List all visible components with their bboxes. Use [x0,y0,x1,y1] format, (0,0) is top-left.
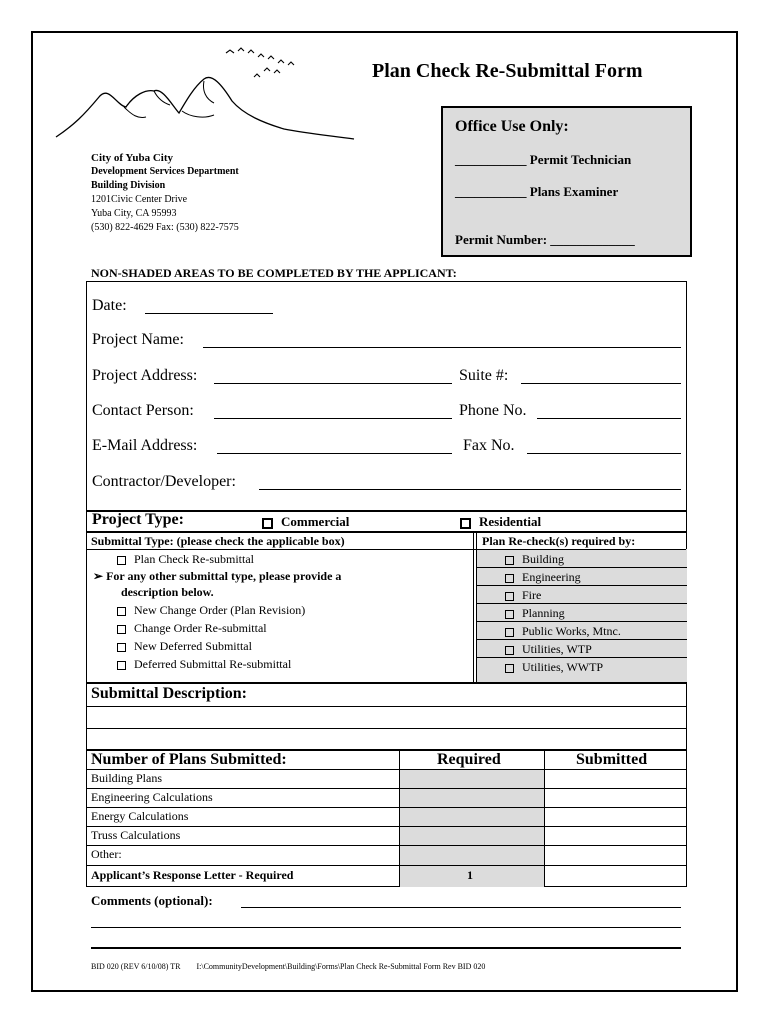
recheck-option-engineering[interactable] [505,570,581,585]
divider [87,865,686,866]
comments-line-2[interactable] [91,927,681,928]
divider [476,639,687,640]
description-line-1[interactable] [87,707,686,728]
divider [87,788,686,789]
plans-label: Number of Plans Submitted: [91,751,287,768]
address-line-1: 1201Civic Center Drive [91,194,188,205]
recheck-label-wtp: Utilities, WTP [522,642,592,656]
plan-row-building: Building Plans [91,771,163,785]
footer [91,962,485,971]
divider [87,769,686,770]
divider [473,531,474,683]
fax-label: Fax No. [463,437,515,454]
date-field[interactable] [145,313,273,314]
recheck-header: Plan Re-check(s) required by: [482,534,636,548]
commercial-option[interactable] [262,514,349,530]
recheck-option-wwtp[interactable] [505,660,603,675]
submittal-label-2: Change Order Re-submittal [134,621,267,635]
org-name: City of Yuba City [91,152,174,164]
divider [476,531,477,683]
recheck-label-planning: Planning [522,606,565,620]
fax-field[interactable] [527,453,681,454]
phone-field[interactable] [537,418,681,419]
divider [476,585,687,586]
recheck-checkbox-building[interactable] [505,556,514,565]
recheck-checkbox-wtp[interactable] [505,646,514,655]
project-address-label: Project Address: [92,367,198,384]
submittal-option-3[interactable] [117,639,252,654]
plan-check-checkbox[interactable] [117,556,126,565]
submitted-header: Submitted [576,751,648,768]
plan-row-truss: Truss Calculations [91,828,181,842]
recheck-checkbox-wwtp[interactable] [505,664,514,673]
suite-field[interactable] [521,383,681,384]
plan-check-label: Plan Check Re-submittal [134,552,254,566]
footer-divider [91,947,681,949]
permit-technician-field[interactable]: ___________ Permit Technician [455,152,632,167]
description-label: Submittal Description: [91,685,247,702]
plan-check-option[interactable] [117,552,254,567]
date-label: Date: [92,297,127,314]
project-name-field[interactable] [203,347,681,348]
submittal-label-4: Deferred Submittal Re-submittal [134,657,292,671]
submittal-option-2[interactable] [117,621,267,636]
recheck-label-wwtp: Utilities, WWTP [522,660,604,674]
response-letter-row: Applicant’s Response Letter - Required [91,868,294,882]
address-line-2: Yuba City, CA 95993 [91,208,177,219]
plan-row-other: Other: [91,847,122,861]
recheck-checkbox-engineering[interactable] [505,574,514,583]
project-type-label: Project Type: [92,511,184,528]
other-note-line-1: For any other submittal type, please provide a [106,569,342,583]
organization-info [91,151,239,235]
contact-person-field[interactable] [214,418,452,419]
submittal-option-1[interactable] [117,603,305,618]
recheck-option-wtp[interactable] [505,642,592,657]
submittal-checkbox-2[interactable] [117,625,126,634]
recheck-option-fire[interactable] [505,588,541,603]
residential-option[interactable] [460,514,541,530]
email-field[interactable] [217,453,452,454]
contractor-label: Contractor/Developer: [92,473,236,490]
plan-row-engineering: Engineering Calculations [91,790,213,804]
recheck-checkbox-public-works[interactable] [505,628,514,637]
residential-label: Residential [479,514,542,529]
recheck-option-building[interactable] [505,552,564,567]
commercial-checkbox[interactable] [262,518,273,529]
submittal-option-4[interactable] [117,657,291,672]
recheck-checkbox-fire[interactable] [505,592,514,601]
recheck-checkbox-planning[interactable] [505,610,514,619]
divider [87,845,686,846]
submittal-label-1: New Change Order (Plan Revision) [134,603,306,617]
divider [87,826,686,827]
divider [476,567,687,568]
other-note-line-2: description below. [121,585,214,599]
plan-row-energy: Energy Calculations [91,809,189,823]
contact-person-label: Contact Person: [92,402,194,419]
divider [476,603,687,604]
submittal-checkbox-4[interactable] [117,661,126,670]
file-path: I:\CommunityDevelopment\Building\Forms\Plan Check Re-Submittal Form Rev BID 020 [196,962,486,971]
office-use-heading: Office Use Only: [455,118,569,135]
description-line-2[interactable] [87,729,686,749]
contractor-field[interactable] [259,489,681,490]
project-address-field[interactable] [214,383,452,384]
divider [87,549,686,550]
permit-number-field[interactable]: Permit Number: _____________ [455,232,635,247]
comments-field[interactable] [241,907,681,908]
required-header: Required [437,751,501,768]
other-note [93,569,341,584]
arrow-icon: ➢ [93,569,104,583]
divider [87,807,686,808]
divider [476,657,687,658]
form-code: BID 020 (REV 6/10/08) TR [91,962,181,971]
recheck-label-building: Building [522,552,565,566]
submittal-checkbox-3[interactable] [117,643,126,652]
project-name-label: Project Name: [92,331,184,348]
divider [87,531,686,533]
recheck-option-planning[interactable] [505,606,565,621]
divider [87,682,686,684]
department: Development Services Department [91,166,239,177]
instructions: NON-SHADED AREAS TO BE COMPLETED BY THE APPLICANT: [91,266,457,280]
suite-label: Suite #: [459,367,509,384]
divider [476,621,687,622]
residential-checkbox[interactable] [460,518,471,529]
form-title: Plan Check Re-Submittal Form [372,60,643,82]
recheck-option-public-works[interactable] [505,624,621,639]
submittal-label-3: New Deferred Submittal [134,639,252,653]
plans-examiner-field[interactable]: ___________ Plans Examiner [455,184,619,199]
phone-fax: (530) 822-4629 Fax: (530) 822-7575 [91,222,239,233]
phone-label: Phone No. [459,402,527,419]
recheck-label-fire: Fire [522,588,542,602]
submittal-type-header: Submittal Type: (please check the applicable box) [91,534,345,548]
division: Building Division [91,180,166,191]
recheck-label-engineering: Engineering [522,570,581,584]
office-use-box [441,106,692,257]
mountains-logo [54,45,374,155]
response-letter-required-value: 1 [467,868,473,882]
submittal-checkbox-1[interactable] [117,607,126,616]
applicant-form [86,281,687,887]
email-label: E-Mail Address: [92,437,198,454]
comments-label: Comments (optional): [91,893,213,908]
commercial-label: Commercial [281,514,350,529]
recheck-label-public-works: Public Works, Mtnc. [522,624,621,638]
